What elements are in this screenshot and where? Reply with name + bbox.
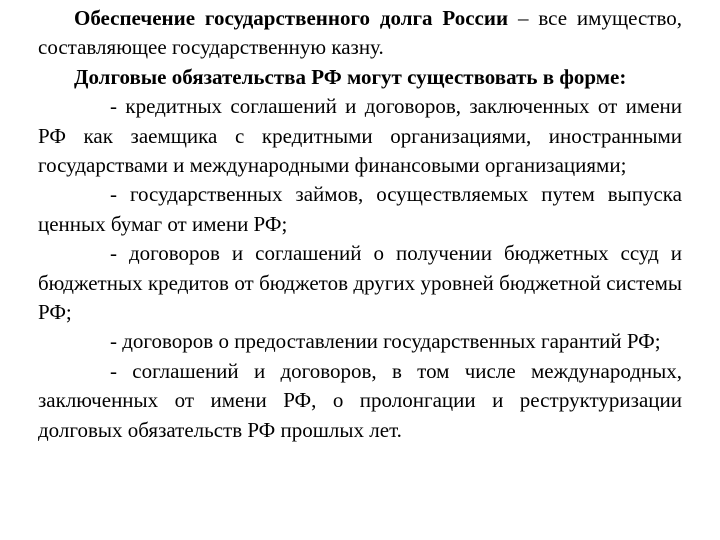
list-item: - договоров о предоставлении государственных гарантий РФ; bbox=[110, 329, 661, 354]
list-item: - кредитных соглашений и договоров, заключенных от имени РФ как заемщика с кредитными организациями, иностранными государствами и международными финансовыми организациями; bbox=[38, 94, 682, 178]
paragraph-debt-obligations-forms: Долговые обязательства РФ могут существовать в форме: bbox=[74, 64, 627, 89]
bold-lead-text: Обеспечение государственного долга России bbox=[74, 6, 509, 30]
list-item: - соглашений и договоров, в том числе международных, заключенных от имени РФ, о пролонгации и реструктуризации долговых обязательств РФ прошлых лет. bbox=[38, 358, 682, 442]
document-body bbox=[38, 4, 682, 445]
list-item: - договоров и соглашений о получении бюджетных ссуд и бюджетных кредитов от бюджетов других уровней бюджетной системы РФ; bbox=[38, 241, 682, 325]
paragraph-rest-text: – все имущество, составляющее государственную казну. bbox=[38, 6, 682, 60]
list-item: - государственных займов, осуществляемых путем выпуска ценных бумаг от имени РФ; bbox=[38, 182, 682, 236]
paragraph-state-debt-security bbox=[38, 4, 682, 63]
